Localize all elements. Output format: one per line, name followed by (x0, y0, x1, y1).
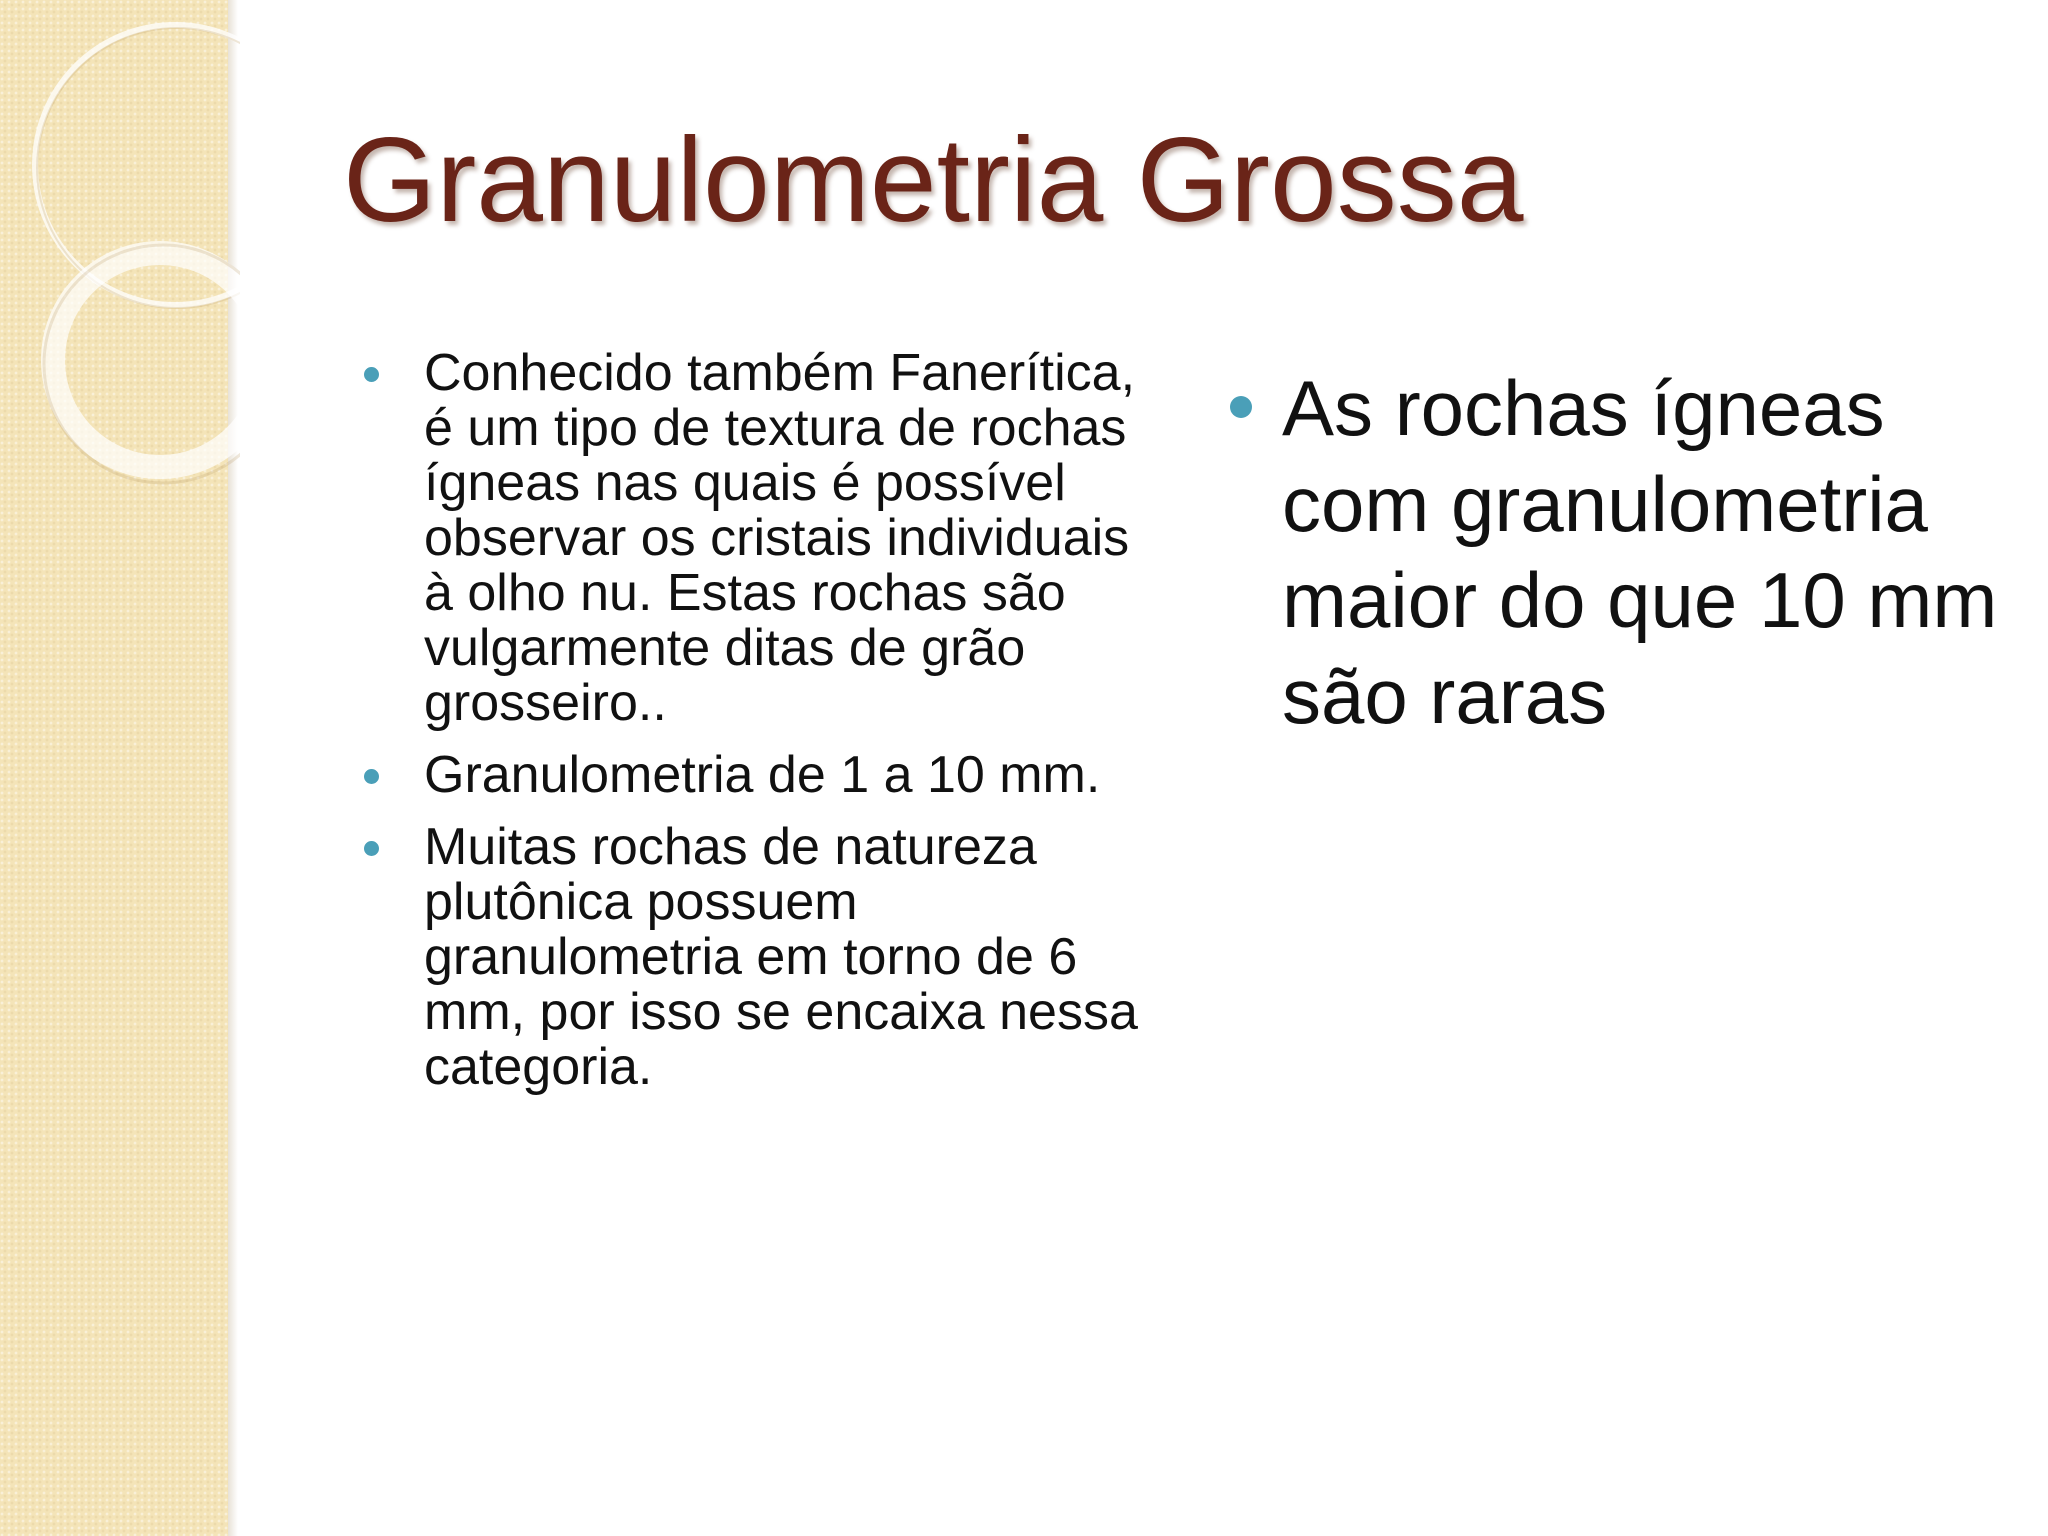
list-item (364, 346, 1154, 731)
bullet-dot-icon (364, 841, 379, 856)
bullet-dot-icon (1230, 396, 1252, 418)
bullet-text: Granulometria de 1 a 10 mm. (424, 746, 1101, 804)
small-ring (53, 253, 240, 467)
bullet-text: Conhecido também Fanerítica, é um tipo de textura de rochas ígneas nas quais é possível observar os cristais individuais à olho nu. Estas rochas são vulgarmente ditas de grão grosseiro.. (424, 344, 1136, 732)
list-item (1222, 360, 2022, 744)
list-item (364, 748, 1154, 803)
bullet-dot-icon (364, 367, 379, 382)
list-item (364, 820, 1154, 1095)
bullet-text: As rochas ígneas com granulometria maior do que 10 mm são raras (1282, 364, 1998, 740)
slide-title: Granulometria Grossa (343, 113, 1524, 247)
left-bullet-list (364, 346, 1154, 1112)
bullet-text: Muitas rochas de natureza plutônica possuem granulometria em torno de 6 mm, por isso se encaixa nessa categoria. (424, 818, 1138, 1096)
right-bullet-list (1222, 360, 2022, 744)
bullet-dot-icon (364, 769, 379, 784)
decorative-rings-ornament (0, 0, 240, 500)
